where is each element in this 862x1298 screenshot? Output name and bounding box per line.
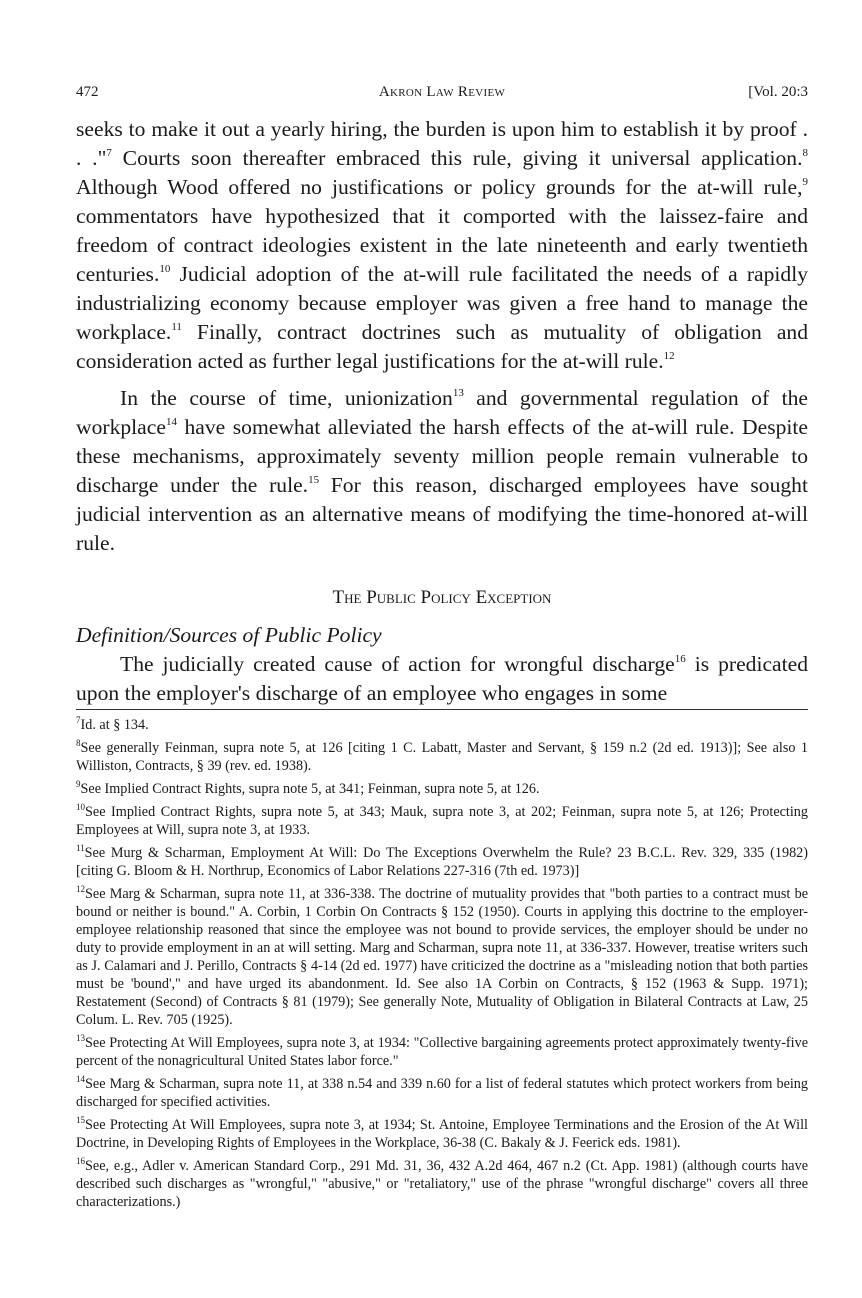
journal-title: Akron Law Review [378, 84, 506, 100]
footnote-ref: 10 [159, 263, 171, 275]
footnote-text: See Implied Contract Rights, supra note 5, at 341; Feinman, supra note 5, at 126. [80, 781, 540, 797]
footnote-10 [76, 803, 808, 839]
paragraph-1 [76, 115, 808, 376]
footnote-number: 16 [76, 1156, 85, 1166]
volume-label: [Vol. 20:3 [748, 84, 808, 100]
footnote-text: See Implied Contract Rights, supra note 5, at 343; Mauk, supra note 3, at 202; Feinman, supra note 5, at 126; Protecting Employees at Will, supra note 3, at 1933. [76, 804, 808, 838]
subheading: Definition/Sources of Public Policy [76, 623, 382, 647]
text-run: In the course of time, unionization [120, 386, 453, 410]
footnote-number: 15 [76, 1115, 85, 1125]
running-header [76, 80, 808, 104]
text-run: commentators have hypothesized that it comported with the laissez-faire and freedom of contract ideologies existent in the late nineteenth and early twentieth centuries. [76, 204, 808, 286]
footnote-number: 11 [76, 843, 85, 853]
footnote-ref: 14 [165, 416, 177, 428]
footnote-text: See Protecting At Will Employees, supra note 3, at 1934: "Collective bargaining agreements protect approximately twenty-five percent of the nonagricultural United States labor force." [76, 1035, 808, 1069]
footnote-number: 9 [76, 779, 81, 789]
footnote-ref: 12 [663, 350, 675, 362]
footnote-number: 13 [76, 1033, 85, 1043]
footnote-text: See Protecting At Will Employees, supra note 3, at 1934; St. Antoine, Employee Terminations and the Erosion of the At Will Doctrine, in Developing Rights of Employees in the Workplace, 36-38 (C. Bakaly & J. Feerick eds. 1981). [76, 1117, 808, 1151]
text-run: have somewhat alleviated the harsh effects of the at-will rule. Despite these mechanisms, approximately seventy million people remain vulnerable to discharge under the rule. [76, 415, 808, 497]
footnote-number: 8 [76, 738, 81, 748]
footnote-14 [76, 1075, 808, 1111]
footnote-ref: 11 [171, 321, 182, 333]
text-run: seeks to make it out a yearly hiring, the burden is upon him to establish it by proof . . ." [76, 117, 808, 170]
footnote-text: See Marg & Scharman, supra note 11, at 336-338. The doctrine of mutuality provides that "both parties to a contract must be bound or neither is bound." A. Corbin, 1 Corbin On Contracts § 152 (1950). Courts in applying this doctrine to the employer-employee relationship reasoned that since the employee was not bound to provide services, the employer should be under no duty to provide employment in an at will setting. Marg and Scharman, supra note 11, at 336-337. However, treatise writers such as J. Calamari and J. Perillo, Contracts § 4-14 (2d ed. 1977) have criticized the doctrine as a "misleading notion that both parties must be 'bound'," and have urged its abandonment. Id. See also 1A Corbin on Contracts, § 152 (1963 & Supp. 1971); Restatement (Second) of Contracts § 81 (1979); See generally Note, Mutuality of Obligation in Bilateral Contracts at Law, 25 Colum. L. Rev. 705 (1925). [76, 886, 808, 1028]
footnote-divider [76, 709, 808, 710]
footnote-text: Id. at § 134. [80, 717, 149, 733]
footnote-number: 14 [76, 1074, 85, 1084]
footnote-15 [76, 1116, 808, 1152]
text-run: is predicated upon the employer's discharge of an employee who engages in some [76, 652, 809, 705]
footnote-ref: 16 [674, 653, 686, 665]
footnote-7 [76, 716, 808, 734]
text-run: and governmental regulation of the workplace [76, 386, 808, 439]
footnote-ref: 8 [802, 147, 808, 159]
footnote-ref: 9 [802, 176, 808, 188]
text-run: Judicial adoption of the at-will rule facilitated the needs of a rapidly industrializing economy because employer was given a free hand to manage the workplace. [76, 262, 808, 344]
footnote-ref: 15 [308, 474, 320, 486]
footnote-text: See, e.g., Adler v. American Standard Corp., 291 Md. 31, 36, 432 A.2d 464, 467 n.2 (Ct. App. 1981) (although courts have described such discharges as "wrongful," "abusive," or "retaliatory," use of the phrase "wrongful discharge" covers all three characterizations.) [76, 1158, 808, 1210]
footnote-ref: 7 [106, 147, 112, 159]
body-text [76, 115, 808, 708]
footnote-16 [76, 1157, 808, 1211]
footnote-text: See Murg & Scharman, Employment At Will: Do The Exceptions Overwhelm the Rule? 23 B.C.L. Rev. 329, 335 (1982) [citing G. Bloom & H. Northrup, Economics of Labor Relations 227-316 (7th ed. 1973)] [76, 845, 808, 879]
text-run: Courts soon thereafter embraced this rule, giving it universal application. [111, 146, 803, 170]
text-run: For this reason, discharged employees have sought judicial intervention as an alternative means of modifying the time-honored at-will rule. [76, 473, 808, 555]
footnote-number: 12 [76, 884, 85, 894]
text-run: Finally, contract doctrines such as mutuality of obligation and consideration acted as further legal justifications for the at-will rule. [76, 320, 808, 373]
footnote-text: See Marg & Scharman, supra note 11, at 338 n.54 and 339 n.60 for a list of federal statutes which protect workers from being discharged for specified activities. [76, 1076, 808, 1110]
footnote-12 [76, 885, 808, 1029]
footnote-8 [76, 739, 808, 775]
text-run: Although Wood offered no justifications or policy grounds for the at-will rule, [76, 175, 803, 199]
footnote-11 [76, 844, 808, 880]
footnote-ref: 13 [452, 387, 464, 399]
footnote-9 [76, 780, 808, 798]
footnote-13 [76, 1034, 808, 1070]
paragraph-3 [76, 650, 808, 708]
footnotes [76, 716, 808, 1216]
section-heading: The Public Policy Exception [332, 587, 552, 608]
text-run: The judicially created cause of action for wrongful discharge [120, 652, 675, 676]
footnote-text: See generally Feinman, supra note 5, at 126 [citing 1 C. Labatt, Master and Servant, § 159 n.2 (2d ed. 1913)]; See also 1 Williston, Contracts, § 39 (rev. ed. 1938). [76, 740, 808, 774]
footnote-number: 10 [76, 802, 85, 812]
page-number: 472 [76, 84, 99, 100]
paragraph-2 [76, 384, 808, 558]
footnote-number: 7 [76, 715, 81, 725]
